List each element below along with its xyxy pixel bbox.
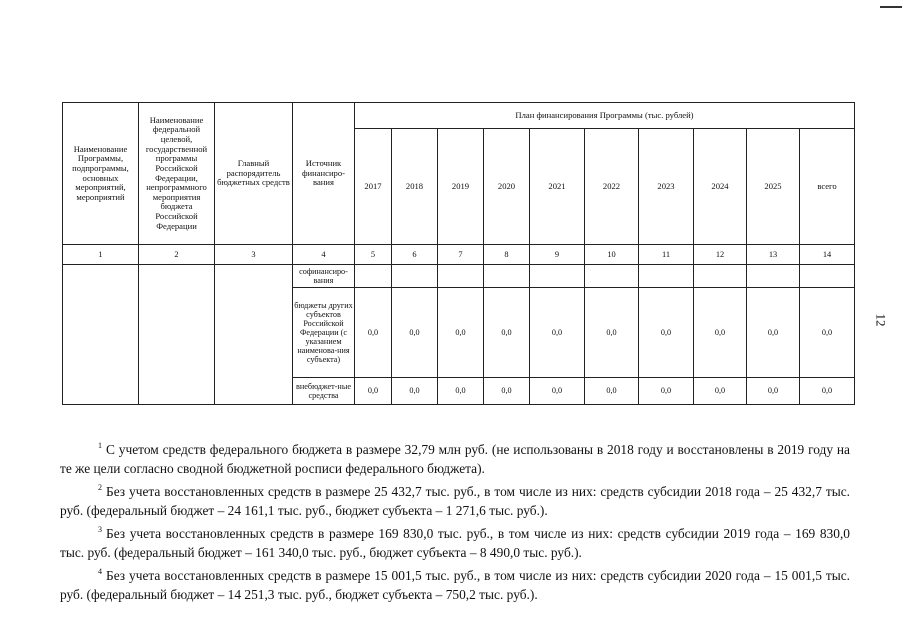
header-year: 2017 <box>355 129 392 245</box>
value-cell: 0,0 <box>484 378 530 405</box>
page-edge-mark <box>880 6 902 8</box>
value-cell <box>438 265 484 288</box>
column-number: 11 <box>639 245 694 265</box>
value-cell <box>639 265 694 288</box>
program-cell <box>63 265 139 405</box>
footnote-text: Без учета восстановленных средств в размере 25 432,7 тыс. руб., в том числе из них: средств субсидии 2018 года – 25 432,7 тыс. руб. (федеральный бюджет – 24 161,1 тыс. руб., бюджет субъекта – 1 271,6 тыс. руб.). <box>60 484 850 518</box>
header-year: 2018 <box>392 129 438 245</box>
value-cell <box>355 265 392 288</box>
value-cell: 0,0 <box>355 288 392 378</box>
header-year: 2022 <box>585 129 639 245</box>
column-number: 12 <box>694 245 747 265</box>
value-cell <box>484 265 530 288</box>
value-cell: 0,0 <box>639 378 694 405</box>
footnote-text: Без учета восстановленных средств в размере 15 001,5 тыс. руб., в том числе из них: средств субсидии 2020 года – 15 001,5 тыс. руб. (федеральный бюджет – 14 251,3 тыс. руб., бюджет субъекта – 750,2 тыс. руб.). <box>60 568 850 602</box>
header-year: 2021 <box>530 129 585 245</box>
footnote-mark: 3 <box>98 525 102 534</box>
value-cell: 0,0 <box>530 288 585 378</box>
value-cell <box>530 265 585 288</box>
column-number: 13 <box>747 245 800 265</box>
column-number: 3 <box>215 245 293 265</box>
federal-program-cell <box>139 265 215 405</box>
footnotes <box>60 436 850 604</box>
value-cell <box>800 265 855 288</box>
header-year: 2025 <box>747 129 800 245</box>
header-manager: Главный распорядитель бюджетных средств <box>215 103 293 245</box>
value-cell <box>585 265 639 288</box>
value-cell: 0,0 <box>392 288 438 378</box>
header-year: 2023 <box>639 129 694 245</box>
footnote <box>60 436 850 478</box>
footnote <box>60 520 850 562</box>
column-number: 7 <box>438 245 484 265</box>
source-cell: бюджеты других субъектов Российской Федерации (с указанием наименова-ния субъекта) <box>293 288 355 378</box>
column-number: 4 <box>293 245 355 265</box>
value-cell: 0,0 <box>694 288 747 378</box>
value-cell <box>747 265 800 288</box>
header-total: всего <box>800 129 855 245</box>
value-cell: 0,0 <box>438 288 484 378</box>
footnote-text: С учетом средств федерального бюджета в размере 32,79 млн руб. (не использованы в 2018 году и восстановлены в 2019 году на те же цели согласно сводной бюджетной росписи федерального бюджета). <box>60 442 850 476</box>
value-cell: 0,0 <box>355 378 392 405</box>
column-number: 2 <box>139 245 215 265</box>
header-year: 2019 <box>438 129 484 245</box>
column-number: 9 <box>530 245 585 265</box>
footnote-mark: 1 <box>98 441 102 450</box>
value-cell: 0,0 <box>694 378 747 405</box>
value-cell: 0,0 <box>800 288 855 378</box>
value-cell: 0,0 <box>639 288 694 378</box>
column-number: 10 <box>585 245 639 265</box>
footnote-mark: 2 <box>98 483 102 492</box>
header-federal-program: Наименование федеральной целевой, государственной программы Российской Федерации, непрограммного мероприятия бюджета Российской Федерации <box>139 103 215 245</box>
header-year: 2020 <box>484 129 530 245</box>
value-cell <box>392 265 438 288</box>
value-cell <box>694 265 747 288</box>
header-plan: План финансирования Программы (тыс. рублей) <box>355 103 855 129</box>
footnote-mark: 4 <box>98 567 102 576</box>
value-cell: 0,0 <box>530 378 585 405</box>
column-number: 14 <box>800 245 855 265</box>
value-cell: 0,0 <box>392 378 438 405</box>
financing-table <box>62 102 855 405</box>
source-cell: софинансиро-вания <box>293 265 355 288</box>
value-cell: 0,0 <box>747 288 800 378</box>
value-cell: 0,0 <box>747 378 800 405</box>
page-number: 12 <box>873 313 889 327</box>
column-number: 8 <box>484 245 530 265</box>
footnote <box>60 562 850 604</box>
header-year: 2024 <box>694 129 747 245</box>
footnote-text: Без учета восстановленных средств в размере 169 830,0 тыс. руб., в том числе из них: средств субсидии 2019 года – 169 830,0 тыс. руб. (федеральный бюджет – 161 340,0 тыс. руб., бюджет субъекта – 8 490,0 тыс. руб.). <box>60 526 850 560</box>
value-cell: 0,0 <box>800 378 855 405</box>
header-source: Источник финансиро-вания <box>293 103 355 245</box>
value-cell: 0,0 <box>585 288 639 378</box>
value-cell: 0,0 <box>585 378 639 405</box>
column-number: 1 <box>63 245 139 265</box>
source-cell: внебюджет-ные средства <box>293 378 355 405</box>
footnote <box>60 478 850 520</box>
manager-cell <box>215 265 293 405</box>
column-number: 6 <box>392 245 438 265</box>
header-program: Наименование Программы, подпрограммы, основных мероприятий, мероприятий <box>63 103 139 245</box>
value-cell: 0,0 <box>484 288 530 378</box>
value-cell: 0,0 <box>438 378 484 405</box>
column-number: 5 <box>355 245 392 265</box>
